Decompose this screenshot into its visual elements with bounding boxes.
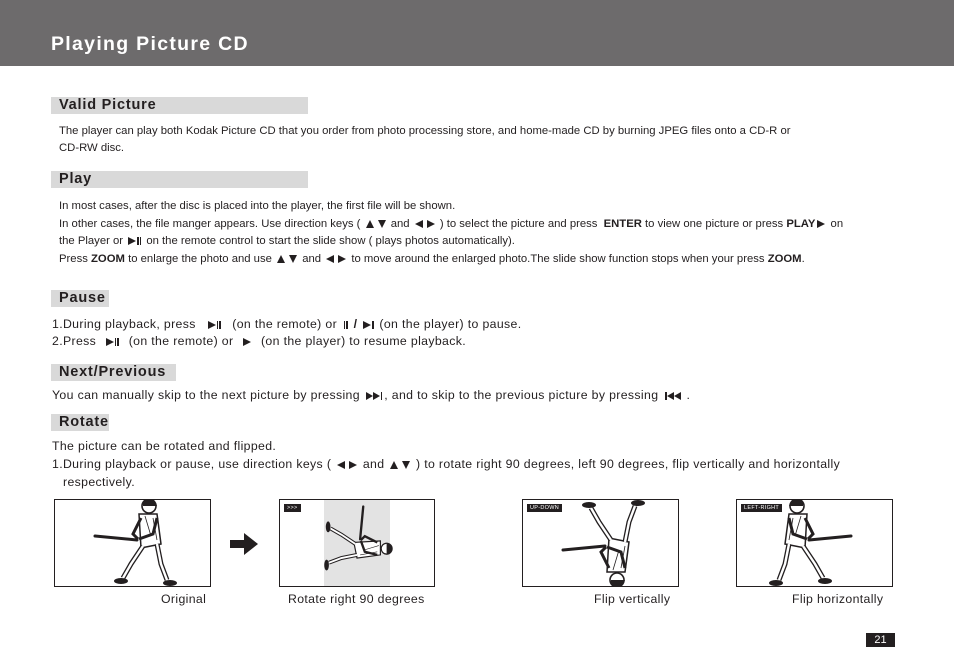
image-flip-vertical — [522, 499, 679, 587]
rotate-text-line1: The picture can be rotated and flipped. — [52, 439, 277, 453]
image-rotate-right — [279, 499, 435, 587]
caption-flip-horizontal: Flip horizontally — [792, 592, 884, 606]
caption-rotate-right: Rotate right 90 degrees — [288, 592, 425, 606]
next-previous-text: You can manually skip to the next picture by pressing , and to skip to the previous picture by pressing . — [52, 388, 691, 402]
zoom-key-label: ZOOM — [767, 253, 802, 265]
left-arrow-icon — [326, 255, 334, 263]
play-icon — [817, 220, 825, 228]
baseball-batter-icon — [737, 500, 892, 586]
next-track-icon — [366, 392, 383, 400]
right-arrow-icon — [427, 220, 435, 228]
down-arrow-icon — [289, 255, 297, 263]
play-text-line4: Press ZOOM to enlarge the photo and use and to move around the enlarged photo.The slide show function stops when your press ZOOM. — [59, 253, 805, 265]
down-arrow-icon — [378, 220, 386, 228]
pause-text-line1: 1.During playback, press (on the remote) or / (on the player) to pause. — [52, 317, 522, 331]
play-text-line3: the Player or on the remote control to start the slide show ( plays photos automatically). — [59, 235, 515, 247]
page-title: Playing Picture CD — [51, 33, 249, 55]
section-play-heading: Play — [51, 171, 308, 188]
rotate-text-line2: 1.During playback or pause, use direction keys ( and ) to rotate right 90 degrees, left 90 degrees, flip vertically and horizontally — [52, 457, 841, 471]
baseball-batter-icon — [280, 500, 434, 586]
image-original — [54, 499, 211, 587]
right-arrow-icon — [338, 255, 346, 263]
up-arrow-icon — [366, 220, 374, 228]
left-arrow-icon — [337, 461, 345, 469]
play-icon — [243, 338, 251, 346]
play-pause-icon — [208, 321, 221, 329]
play-key-label: PLAY — [786, 218, 816, 230]
section-valid-picture-heading: Valid Picture — [51, 97, 308, 114]
enter-key-label: ENTER — [603, 218, 642, 230]
section-next-previous-heading: Next/Previous — [51, 364, 176, 381]
right-arrow-icon — [349, 461, 357, 469]
rotate-tag: >>> — [284, 504, 301, 512]
play-pause-icon — [363, 321, 374, 329]
pause-text-line2: 2.Press (on the remote) or (on the player) to resume playback. — [52, 334, 466, 348]
down-arrow-icon — [402, 461, 410, 469]
up-arrow-icon — [277, 255, 285, 263]
play-pause-icon — [128, 237, 141, 245]
baseball-batter-icon — [523, 500, 678, 586]
up-arrow-icon — [390, 461, 398, 469]
play-text-line2: In other cases, the file manger appears. Use direction keys ( and ) to select the picture and press ENTER to view one picture or press PLAY on — [59, 218, 844, 230]
pause-icon — [343, 321, 348, 329]
image-flip-horizontal — [736, 499, 893, 587]
arrow-right-icon — [230, 533, 260, 555]
updown-tag: UP-DOWN — [527, 504, 562, 512]
page-number: 21 — [866, 633, 895, 647]
valid-picture-text-line1: The player can play both Kodak Picture CD that you order from photo processing store, and home-made CD by burning JPEG files onto a CD-R or — [59, 125, 791, 137]
baseball-batter-icon — [55, 500, 210, 586]
previous-track-icon — [664, 392, 681, 400]
valid-picture-text-line2: CD-RW disc. — [59, 142, 125, 154]
section-pause-heading: Pause — [51, 290, 109, 307]
play-pause-icon — [106, 338, 119, 346]
play-text-line1: In most cases, after the disc is placed into the player, the first file will be shown. — [59, 200, 456, 212]
rotate-text-line3: respectively. — [63, 475, 135, 489]
caption-original: Original — [161, 592, 207, 606]
caption-flip-vertical: Flip vertically — [594, 592, 671, 606]
leftright-tag: LEFT-RIGHT — [741, 504, 782, 512]
left-arrow-icon — [415, 220, 423, 228]
zoom-key-label: ZOOM — [91, 253, 125, 265]
section-rotate-heading: Rotate — [51, 414, 109, 431]
